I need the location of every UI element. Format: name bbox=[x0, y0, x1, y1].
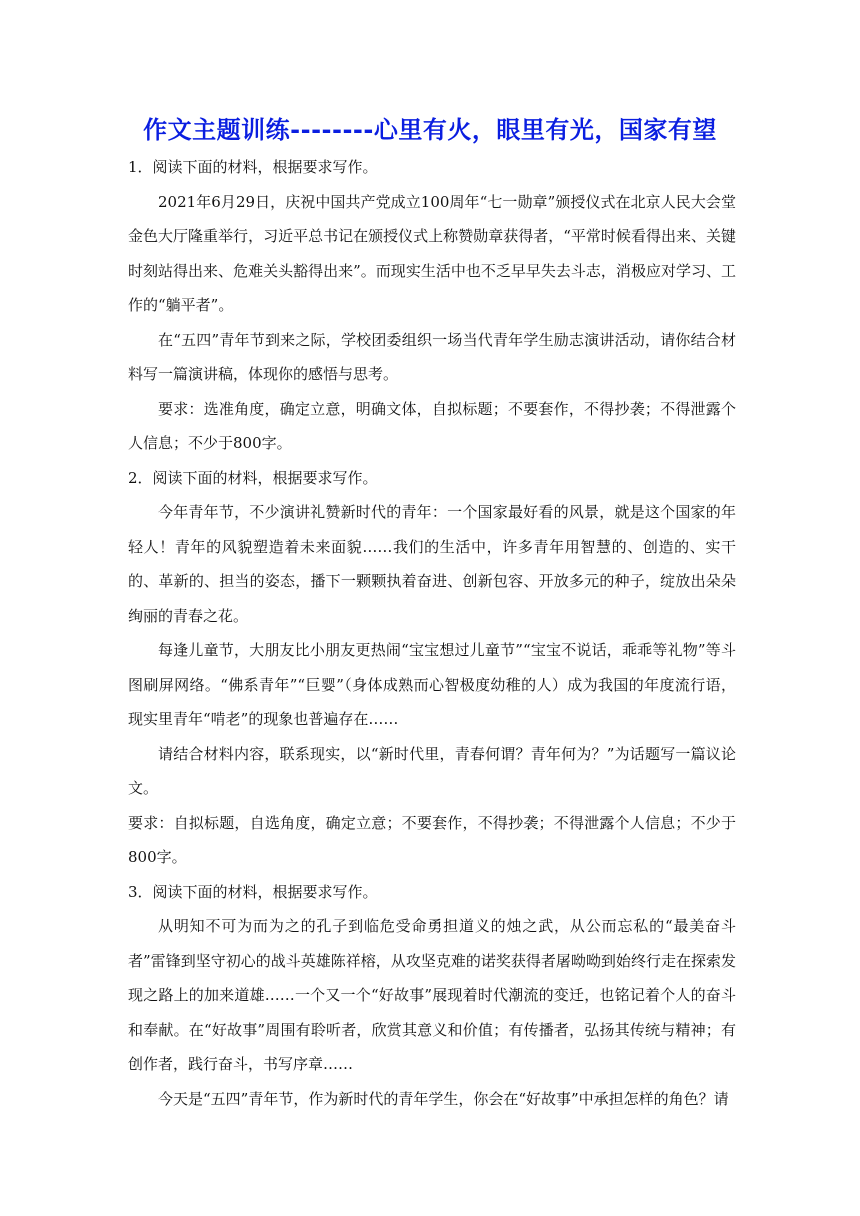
question-2-paragraph-3: 请结合材料内容，联系现实，以“新时代里，青春何谓？青年何为？”为话题写一篇议论文。 bbox=[128, 744, 736, 797]
question-1-paragraph-1: 2021年6月29日，庆祝中国共产党成立100周年“七一勋章”颁授仪式在北京人民大会堂金色大厅隆重举行，习近平总书记在颁授仪式上称赞勋章获得者，“平常时候看得出来、关键时刻站得出来、危难关头豁得出来”。而现实生活中也不乏早早失去斗志，消极应对学习、工作的“躺平者”。 bbox=[128, 192, 736, 314]
question-1-requirement: 要求：选准角度，确定立意，明确文体，自拟标题；不要套作，不得抄袭；不得泄露个人信息；不少于800字。 bbox=[128, 399, 736, 452]
document-body bbox=[128, 150, 736, 1116]
question-3-paragraph-1: 从明知不可为而为之的孔子到临危受命勇担道义的烛之武，从公而忘私的“最美奋斗者”雷锋到坚守初心的战斗英雄陈祥榕，从攻坚克难的诺奖获得者屠呦呦到始终行走在探索发现之路上的加来道雄……一个又一个“好故事”展现着时代潮流的变迁，也铭记着个人的奋斗和奉献。在“好故事”周围有聆听者，欣赏其意义和价值；有传播者，弘扬其传统与精神；有创作者，践行奋斗，书写序章…… bbox=[128, 917, 736, 1073]
page-title: 作文主题训练--------心里有火，眼里有光，国家有望 bbox=[143, 116, 717, 144]
question-2-requirement: 要求：自拟标题，自选角度，确定立意；不要套作，不得抄袭；不得泄露个人信息；不少于800字。 bbox=[128, 813, 736, 866]
question-3-heading: 3．阅读下面的材料，根据要求写作。 bbox=[128, 882, 378, 901]
question-1-heading: 1．阅读下面的材料，根据要求写作。 bbox=[128, 158, 378, 176]
question-1-paragraph-2: 在“五四”青年节到来之际，学校团委组织一场当代青年学生励志演讲活动，请你结合材料写一篇演讲稿，体现你的感悟与思考。 bbox=[128, 330, 736, 383]
question-2-heading: 2．阅读下面的材料，根据要求写作。 bbox=[128, 468, 378, 487]
question-2-paragraph-1: 今年青年节，不少演讲礼赞新时代的青年：一个国家最好看的风景，就是这个国家的年轻人！青年的风貌塑造着未来面貌……我们的生活中，许多青年用智慧的、创造的、实干的、革新的、担当的姿态，播下一颗颗执着奋进、创新包容、开放多元的种子，绽放出朵朵绚丽的青春之花。 bbox=[128, 503, 736, 625]
question-2-paragraph-2: 每逢儿童节，大朋友比小朋友更热闹“宝宝想过儿童节”“宝宝不说话，乖乖等礼物”等斗图刷屏网络。“佛系青年”“巨婴”（身体成熟而心智极度幼稚的人）成为我国的年度流行语，现实里青年“啃老”的现象也普遍存在…… bbox=[128, 641, 736, 728]
question-3-paragraph-2: 今天是“五四”青年节，作为新时代的青年学生，你会在“好故事”中承担怎样的角色？请 bbox=[158, 1089, 729, 1108]
